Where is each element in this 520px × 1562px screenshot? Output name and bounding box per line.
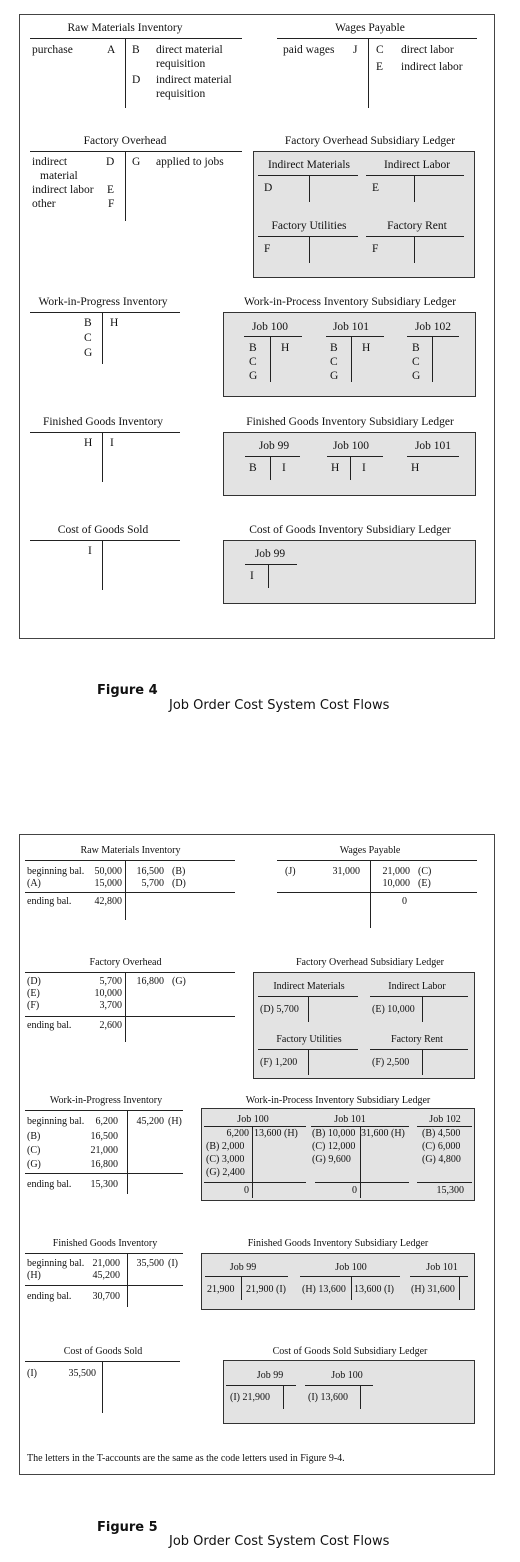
job-title: Job 102 [414,321,452,333]
ledger-code: F [372,243,379,255]
debit-code: (D) [27,976,41,987]
job-title: Job 101 [334,1114,366,1125]
credit-code: B [132,44,140,56]
credit-amount: 45,200 [136,1116,164,1127]
credit-code: D [132,74,141,86]
debit-amount: 21,000 [90,1145,118,1156]
credit-line: requisition [156,58,206,70]
debit-line: other [32,198,56,210]
job-debit: (G) 2,400 [206,1167,245,1178]
job-debit: B [249,462,257,474]
credit-code: (B) [172,866,186,877]
debit-line: indirect [32,156,68,168]
debit-code: G [84,347,93,359]
figure-4-caption-subtitle: Job Order Cost System Cost Flows [169,698,390,713]
figure-5-footnote: The letters in the T-accounts are the same as the code letters used in Figure 9-4. [27,1453,345,1464]
ledger-account-title: Indirect Labor [388,981,446,992]
job-title: Job 100 [332,440,370,452]
debit-code: J [353,44,358,56]
debit-code: (J) [285,866,296,877]
job-balance: 0 [352,1185,357,1196]
debit-amount: 50,000 [94,866,122,877]
credit-amount: 10,000 [382,878,410,889]
account-title: Raw Materials Inventory [67,22,183,34]
debit-amount: 31,000 [332,866,360,877]
job-debit: 6,200 [226,1128,249,1139]
account-title: Wages Payable [335,22,405,34]
debit-code: (E) [27,988,40,999]
credit-line: requisition [156,88,206,100]
credit-line: direct labor [401,44,454,56]
figure-4-caption-title: Figure 4 [97,683,158,698]
credit-amount: 35,500 [136,1258,164,1269]
debit-amount: 21,000 [92,1258,120,1269]
debit-label: beginning bal. [27,1258,85,1269]
ending-amount: 2,600 [99,1020,122,1031]
ending-label: ending bal. [27,1291,72,1302]
ledger-entry: (F) 1,200 [260,1057,298,1068]
debit-label: paid wages [283,44,335,56]
job-title: Job 101 [414,440,452,452]
credit-line: indirect material [156,74,232,86]
debit-code: A [107,44,116,56]
ledger-account-title: Indirect Materials [273,981,345,992]
job-title: Job 101 [426,1262,458,1273]
credit-code: E [376,61,384,73]
debit-amount: 16,500 [90,1131,118,1142]
debit-code: E [107,184,115,196]
job-credit: 21,900 (I) [246,1284,286,1295]
account-title: Work-in-Progress Inventory [49,1095,163,1106]
job-debit: G [249,370,258,382]
ledger-entry: (E) 10,000 [372,1004,415,1015]
job-debit: (G) 9,600 [312,1154,351,1165]
credit-code: H [110,317,119,329]
debit-code: D [106,156,115,168]
debit-code: F [108,198,115,210]
account-title: Raw Materials Inventory [80,845,181,856]
job-debit: (B) 4,500 [422,1128,461,1139]
credit-code: (C) [418,866,432,877]
debit-amount: 15,000 [94,878,122,889]
job-debit: (C) 12,000 [312,1141,356,1152]
credit-amount: 21,000 [382,866,410,877]
job-title: Job 99 [229,1262,257,1273]
job-debit: (H) 13,600 [302,1284,346,1295]
credit-code: (D) [172,878,186,889]
job-debit: B [330,342,338,354]
debit-label: (G) [27,1159,41,1170]
ledger-title: Finished Goods Inventory Subsidiary Ledger [247,1238,429,1249]
account-title: Cost of Goods Sold [63,1346,143,1357]
job-title: Job 100 [251,321,289,333]
debit-line: material [40,170,78,182]
account-title: Work-in-Progress Inventory [38,296,168,308]
credit-amount: 5,700 [141,878,164,889]
ending-label: ending bal. [27,896,72,907]
ending-amount: 15,300 [90,1179,118,1190]
job-debit: (I) 13,600 [308,1392,348,1403]
ending-amount: 42,800 [94,896,122,907]
ledger-account-title: Indirect Materials [267,159,351,171]
job-title: Job 99 [254,548,286,560]
account-title: Finished Goods Inventory [42,416,164,428]
ending-amount: 0 [402,896,407,907]
debit-code: I [88,545,92,557]
ledger-account-title: Factory Rent [391,1034,443,1045]
ledger-account-title: Factory Utilities [276,1034,342,1045]
job-title: Job 100 [237,1114,269,1125]
debit-label: beginning bal. [27,866,85,877]
debit-label: purchase [32,44,73,56]
debit-code: C [84,332,92,344]
job-debit: (B) 10,000 [312,1128,356,1139]
ledger-code: E [372,182,380,194]
job-debit: (I) 21,900 [230,1392,270,1403]
job-debit: B [412,342,420,354]
figure-5-caption-title: Figure 5 [97,1520,158,1535]
job-title: Job 99 [258,440,290,452]
debit-amount: 45,200 [92,1270,120,1281]
ledger-title: Cost of Goods Inventory Subsidiary Ledger [249,524,451,536]
job-debit: H [331,462,340,474]
credit-amount: 16,800 [136,976,164,987]
job-title: Job 99 [256,1370,284,1381]
job-debit: (C) 3,000 [206,1154,245,1165]
credit-code: I [110,437,114,449]
ledger-code: F [264,243,271,255]
account-title: Factory Overhead [83,135,167,147]
job-debit: C [249,356,257,368]
job-debit: I [250,570,254,582]
figure-5-caption-subtitle: Job Order Cost System Cost Flows [169,1534,390,1549]
credit-code: (H) [168,1116,182,1127]
debit-label: beginning bal. [27,1116,85,1127]
job-debit: (B) 2,000 [206,1141,245,1152]
credit-code: (G) [172,976,186,987]
job-credit: I [362,462,366,474]
job-debit: (G) 4,800 [422,1154,461,1165]
ledger-code: D [264,182,273,194]
job-debit: B [249,342,257,354]
debit-label: (A) [27,878,41,889]
account-title: Wages Payable [339,845,401,856]
ending-label: ending bal. [27,1020,72,1031]
job-debit: (H) 31,600 [411,1284,455,1295]
ledger-entry: (D) 5,700 [260,1004,299,1015]
debit-line: indirect labor [32,184,94,196]
ledger-account-title: Indirect Labor [383,159,451,171]
job-balance: 15,300 [436,1185,464,1196]
job-credit: H [281,342,290,354]
debit-label: (B) [27,1131,41,1142]
ledger-title: Finished Goods Inventory Subsidiary Ledger [246,416,454,428]
job-credit: 13,600 (I) [354,1284,394,1295]
debit-label: (C) [27,1145,41,1156]
ledger-account-title: Factory Utilities [271,220,347,232]
job-debit: 21,900 [207,1284,235,1295]
ledger-title: Factory Overhead Subsidiary Ledger [284,135,456,147]
debit-label: (H) [27,1270,41,1281]
account-title: Cost of Goods Sold [57,524,149,536]
debit-amount: 5,700 [99,976,122,987]
debit-amount: 3,700 [99,1000,122,1011]
job-debit: G [330,370,339,382]
credit-label: applied to jobs [156,156,224,168]
ledger-title: Cost of Goods Sold Subsidiary Ledger [272,1346,428,1357]
debit-code: B [84,317,92,329]
job-credit: H [362,342,371,354]
ledger-account-title: Factory Rent [387,220,447,232]
credit-line: indirect labor [401,61,463,73]
debit-code: (F) [27,1000,40,1011]
ledger-title: Factory Overhead Subsidiary Ledger [295,957,444,968]
job-credit: 31,600 (H) [361,1128,405,1139]
debit-amount: 35,500 [68,1368,96,1379]
ledger-title: Work-in-Process Inventory Subsidiary Ledger [245,1095,431,1106]
ledger-entry: (F) 2,500 [372,1057,410,1068]
ledger-title: Work-in-Process Inventory Subsidiary Ledger [243,296,457,308]
account-title: Finished Goods Inventory [52,1238,158,1249]
debit-code: H [84,437,93,449]
job-debit: C [330,356,338,368]
ending-amount: 30,700 [92,1291,120,1302]
job-title: Job 100 [331,1370,363,1381]
job-credit: I [282,462,286,474]
job-credit: 13,600 (H) [254,1128,298,1139]
ending-label: ending bal. [27,1179,72,1190]
account-title: Factory Overhead [89,957,162,968]
job-debit: H [411,462,420,474]
job-debit: C [412,356,420,368]
debit-amount: 10,000 [94,988,122,999]
debit-amount: 6,200 [95,1116,118,1127]
credit-code: C [376,44,384,56]
credit-code: (E) [418,878,431,889]
job-balance: 0 [244,1185,249,1196]
credit-code: (I) [168,1258,178,1269]
debit-code: (I) [27,1368,37,1379]
credit-amount: 16,500 [136,866,164,877]
job-title: Job 101 [332,321,370,333]
credit-line: direct material [156,44,223,56]
job-title: Job 100 [335,1262,367,1273]
job-title: Job 102 [429,1114,461,1125]
credit-code: G [132,156,141,168]
job-debit: (C) 6,000 [422,1141,461,1152]
job-debit: G [412,370,421,382]
debit-amount: 16,800 [90,1159,118,1170]
